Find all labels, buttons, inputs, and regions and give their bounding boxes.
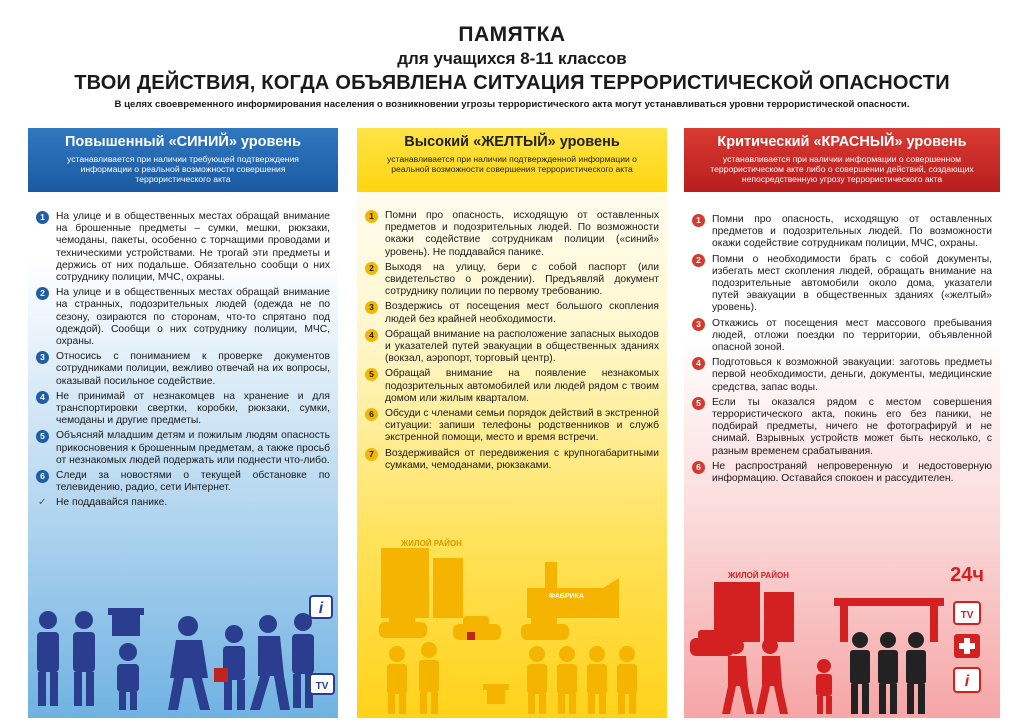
list-item: 3 Воздержись от посещения мест большого скопления людей без крайней необходимости. [365,301,659,325]
svg-text:TV: TV [315,681,329,692]
district-sign: ЖИЛОЙ РАЙОН [728,571,789,580]
list-item: 1 Помни про опасность, исходящую от оставленных предметов и подозрительных людей. По возможности окажи содействие сотрудникам полиции («синий» уровень). Не поддавайся панике. [365,210,659,259]
blue-level-list [36,211,330,513]
person-icon [117,643,139,710]
list-item: 5 Если ты оказался рядом с местом совершения террористического акта, покинь его без паники, не подбирай предметы, ничего не фотографируй и не снимай. Взрывных устройств может быть несколько, с разным временем срабатывания. [692,397,992,458]
running-person-icon [756,638,788,714]
yellow-level-panel [357,128,667,718]
list-item: 4 Не принимай от незнакомцев на хранение и для транспортировки свертки, коробки, рюкзаки, сумки, чемоданы и другие предметы. [36,391,330,428]
list-item: 1 Помни про опасность, исходящую от оставленных предметов и подозрительных людей. По возможности окажи содействие сотрудникам полиции, МЧС, охраны. [692,214,992,251]
yellow-level-list [365,210,659,475]
suspicious-package-icon [467,632,475,640]
police-group-icon [387,642,637,714]
building-icon [714,582,794,642]
red-level-panel [684,128,1000,718]
walking-person-icon [250,615,290,710]
poster-title: ПАМЯТКА [458,23,566,46]
list-item: 4 Подготовься к возможной эвакуации: заготовь предметы первой необходимости, деньги, документы, медицинские средства, запас воды. [692,357,992,394]
person-icon [816,659,832,714]
crowd-icon [850,632,926,714]
person-icon [168,616,210,710]
poster-subtitle: для учащихся 8-11 классов [397,49,627,68]
blue-level-description: устанавливается при наличии требующей подтверждения информации о реальной возможности совершения террористического акта [67,154,299,184]
list-item: 6 Не распространяй непроверенную и недостоверную информацию. Оставайся спокоен и рассудителен. [692,461,992,485]
red-level-list [692,214,992,488]
poster-header [0,22,1024,112]
list-item: 2 На улице и в общественных местах обращай внимание на странных, подозрительных людей (одежда не по сезону, озираются по сторонам, что-то спрятано под одеждой). Сообщи о них сотруднику полиции, МЧС, охраны. [36,287,330,348]
list-item: 5 Обращай внимание на появление незнакомых подозрительных автомобилей или людей рядом с твоим домом или жилым кварталом. [365,368,659,405]
list-item: 7 Воздерживайся от передвижения с крупногабаритными сумками, чемоданами, рюкзаками. [365,448,659,472]
gift-box-icon [108,608,144,636]
yellow-level-illustration [357,538,667,718]
red-level-title: Критический «КРАСНЫЙ» уровень [717,134,967,150]
car-icon [453,616,501,640]
list-item: 4 Обращай внимание на расположение запасных выходов и указателей путей эвакуации в общественных зданиях (вокзал, аэропорт, торговый центр). [365,329,659,366]
info-icon [310,596,332,618]
red-level-header [684,128,1000,192]
police-figure-icon [37,611,59,706]
poster-note: В целях своевременного информирования населения о возникновении угрозы террористического акта могут устанавливаться уровни террористической опасности. [114,99,910,110]
tv-icon [954,602,980,624]
svg-text:i: i [964,673,970,690]
hours-24-badge: 24ч [950,564,984,586]
factory-icon [527,562,619,618]
svg-text:i: i [318,600,324,617]
factory-sign: ФАБРИКА [549,593,584,600]
building-icon [381,548,463,618]
info-icon [954,668,980,692]
list-item: 5 Объясняй младшим детям и пожилым людям опасность прикосновения к брошенным предметам, а также просьб от незнакомых людей подержать или поднести что-либо. [36,430,330,467]
list-item: 3 Относись с пониманием к проверке документов сотрудниками полиции, вежливо отвечай на их вопросы, оказывай посильное содействие. [36,351,330,388]
tv-icon [310,674,334,694]
blue-level-panel [28,128,338,718]
blue-level-title: Повышенный «СИНИЙ» уровень [65,134,301,150]
yellow-level-header [357,128,667,192]
svg-text:TV: TV [960,610,974,621]
first-aid-icon [954,634,980,658]
red-level-illustration [684,568,1000,718]
poster-main-heading: ТВОИ ДЕЙСТВИЯ, КОГДА ОБЪЯВЛЕНА СИТУАЦИЯ ТЕРРОРИСТИЧЕСКОЙ ОПАСНОСТИ [74,72,950,94]
yellow-level-title: Высокий «ЖЕЛТЫЙ» уровень [404,134,620,150]
red-level-description: устанавливается при наличии информации о совершенном террористическом акте либо о совершении действий, создающих непосредственную угрозу террористического акта [710,154,974,184]
blue-level-header [28,128,338,192]
gift-box-icon [483,684,509,704]
list-item: 2 Помни о необходимости брать с собой документы, избегать мест скопления людей, обращать внимание на подозрительные автомобили около дома, указатели путей эвакуации в общественных зданиях («желтый» уровень). [692,254,992,315]
check-icon: ✓ [38,497,47,509]
list-item: 2 Выходя на улицу, бери с собой паспорт (или свидетельство о рождении). Предъявляй документ сотруднику полиции по первому требованию. [365,262,659,299]
list-item: 1 На улице и в общественных местах обращай внимание на брошенные предметы – сумки, мешки, рюкзаки, чемоданы, пакеты, особенно с торчащими проводами и техническими устройствами. Не трогай эти предметы и держись от них подальше. Обязательно сообщи о них сотруднику полиции, МЧС, охраны. [36,211,330,284]
list-item: 3 Откажись от посещения мест массового пребывания людей, отложи поездки по территории, объявленной опасной зоной. [692,318,992,355]
police-figure-icon [73,611,95,706]
car-icon [521,616,569,640]
list-item: ✓ Не поддавайся панике. [38,497,168,509]
district-sign: ЖИЛОЙ РАЙОН [401,539,462,548]
list-item: 6 Обсуди с членами семьи порядок действий в экстренной ситуации: запиши телефоны родственников и служб экстренной помощи, место и время встречи. [365,408,659,445]
yellow-level-description: устанавливается при наличии подтвержденной информации о реальной возможности совершения террористического акта [387,154,637,174]
blue-level-illustration [28,568,338,718]
list-item: 6 Следи за новостями о текущей обстановке по телевидению, радио, сети Интернет. [36,470,330,494]
person-with-bag-icon [214,625,245,710]
